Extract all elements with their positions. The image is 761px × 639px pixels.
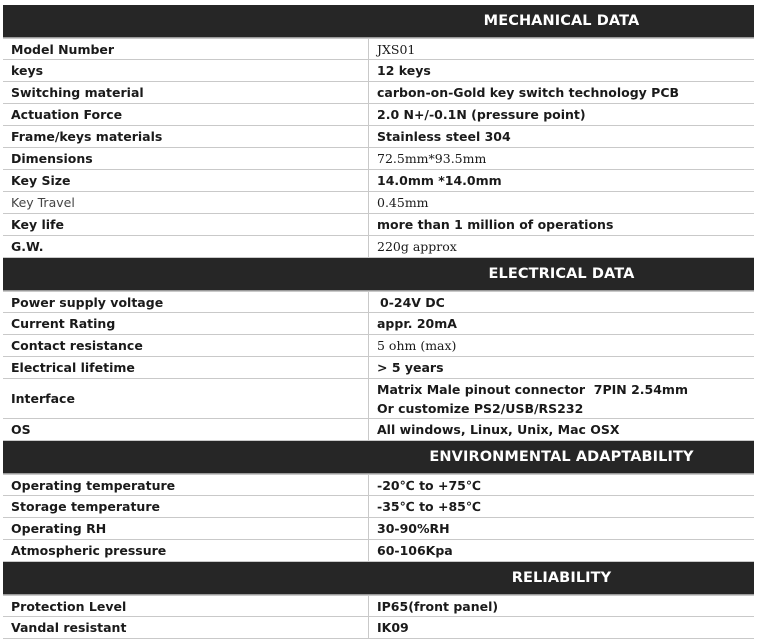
row-value: Stainless steel 304: [377, 129, 511, 144]
table-row: [3, 170, 754, 192]
row-label: keys: [3, 60, 369, 81]
row-label: Contact resistance: [3, 335, 369, 356]
row-label: G.W.: [3, 236, 369, 257]
row-label: Actuation Force: [3, 104, 369, 125]
table-row: [3, 518, 754, 540]
table-row: [3, 335, 754, 357]
table-row: [3, 236, 754, 258]
row-value: IP65(front panel): [377, 598, 499, 614]
table-row: [3, 617, 754, 639]
row-value: JXS01: [377, 41, 416, 57]
row-value: 2.0 N+/-0.1N (pressure point): [377, 107, 586, 122]
table-row: [3, 214, 754, 236]
section-header-reliability: [3, 562, 754, 595]
row-label: Current Rating: [3, 313, 369, 334]
row-value: 5 ohm (max): [377, 338, 457, 353]
row-value: 72.5mm*93.5mm: [377, 151, 487, 166]
row-label: Switching material: [3, 82, 369, 103]
row-label: Key Travel: [3, 192, 369, 213]
row-label: Power supply voltage: [3, 292, 369, 312]
row-value: All windows, Linux, Unix, Mac OSX: [377, 422, 620, 437]
row-label: Operating RH: [3, 518, 369, 539]
section-title: ELECTRICAL DATA: [488, 266, 635, 282]
section-header-electrical: [3, 258, 754, 291]
row-label: Key Size: [3, 170, 369, 191]
table-row: [3, 38, 754, 60]
row-value: more than 1 million of operations: [377, 217, 614, 232]
row-value: Matrix Male pinout connector 7PIN 2.54mm Or customize PS2/USB/RS232: [377, 381, 688, 416]
row-label: Dimensions: [3, 148, 369, 169]
row-label: Operating temperature: [3, 475, 369, 495]
row-value: 30-90%RH: [377, 521, 450, 536]
row-label: Frame/keys materials: [3, 126, 369, 147]
row-value: -35℃ to +85℃: [377, 499, 481, 514]
row-value: appr. 20mA: [377, 316, 457, 331]
row-value: 220g approx: [377, 239, 457, 254]
section-title: RELIABILITY: [511, 570, 612, 586]
row-label: Vandal resistant: [3, 617, 369, 638]
table-row: [3, 474, 754, 496]
row-label: Interface: [3, 379, 369, 418]
table-row: [3, 379, 754, 419]
table-row: [3, 192, 754, 214]
table-row: [3, 313, 754, 335]
row-label: Storage temperature: [3, 496, 369, 517]
table-row: [3, 540, 754, 562]
section-title: MECHANICAL DATA: [483, 13, 640, 29]
row-value: 12 keys: [377, 63, 431, 78]
section-title: ENVIRONMENTAL ADAPTABILITY: [429, 449, 694, 465]
row-value: 0-24V DC: [380, 294, 445, 310]
section-header-environmental: [3, 441, 754, 474]
row-value: IK09: [377, 620, 409, 635]
table-row: [3, 496, 754, 518]
table-row: [3, 82, 754, 104]
table-row: [3, 148, 754, 170]
table-row: [3, 357, 754, 379]
row-value: 14.0mm *14.0mm: [377, 173, 502, 188]
row-label: Atmospheric pressure: [3, 540, 369, 561]
row-value: carbon-on-Gold key switch technology PCB: [377, 85, 680, 100]
table-row: [3, 419, 754, 441]
row-value: 60-106Kpa: [377, 543, 453, 558]
table-row: [3, 595, 754, 617]
row-label: Key life: [3, 214, 369, 235]
row-value: -20℃ to +75℃: [377, 477, 481, 493]
table-row: [3, 104, 754, 126]
table-row: [3, 126, 754, 148]
spec-table: [3, 5, 754, 639]
row-label: Model Number: [3, 39, 369, 59]
row-value: 0.45mm: [377, 195, 429, 210]
table-row: [3, 291, 754, 313]
section-header-mechanical: [3, 5, 754, 38]
row-value: > 5 years: [377, 360, 444, 375]
table-row: [3, 60, 754, 82]
row-label: Electrical lifetime: [3, 357, 369, 378]
row-label: Protection Level: [3, 596, 369, 616]
row-label: OS: [3, 419, 369, 440]
